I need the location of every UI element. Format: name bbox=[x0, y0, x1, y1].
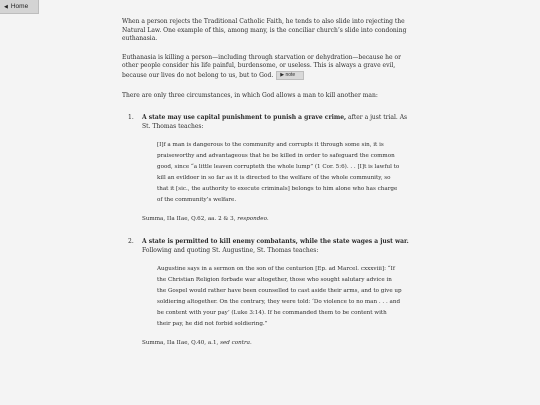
home-label: Home bbox=[10, 3, 29, 10]
note-label: note bbox=[285, 71, 296, 78]
list-item bbox=[122, 238, 410, 348]
list-item-heading: A state may use capital punishment to punish a grave crime, bbox=[142, 114, 347, 122]
right-arrow-icon: ▶ bbox=[280, 71, 286, 78]
intro-paragraph-3: There are only three circumstances, in which God allows a man to kill another man: bbox=[122, 91, 378, 99]
block-quote: [I]f a man is dangerous to the community and corrupts it through some sin, it is praiseworthy and advantageous that he be killed in order to safeguard the common good, since “a little leaven corrupteth the whole lump” (1 Cor. 5:6). . . [I]t is lawful to kill an evildoer in so far as it is directed to the welfare of the whole community, so that it [sic., the authority to execute criminals] belongs to him alone who has charge of the community’s welfare. bbox=[157, 142, 400, 204]
intro-paragraph-2-text: Euthanasia is killing a person—including through starvation or dehydration—because he or other people consider his life painful, burdensome, or useless. This is always a grave evil, because our lives do not belong to us, but to God. bbox=[122, 53, 401, 79]
list-item-rest: Following and quoting St. Augustine, St. Thomas teaches: bbox=[142, 246, 319, 254]
left-arrow-icon: ◀ bbox=[4, 3, 8, 10]
list-number: 1. bbox=[128, 114, 134, 122]
list-item bbox=[122, 114, 410, 224]
intro-paragraph-2 bbox=[122, 54, 410, 81]
article-content bbox=[122, 18, 410, 348]
list-item-lead bbox=[142, 238, 410, 255]
list-number: 2. bbox=[128, 237, 134, 245]
block-quote: Augustine says in a sermon on the son of the centurion [Ep. ad Marcel. cxxxviii]: “If the Christian Religion forbade war altogether, those who sought salutary advice in the Gospel would rather have been counselled to cast aside their arms, and to give up soldiering altogether. On the contrary, they were told: ‘Do violence to no man . . . and be content with your pay’ (Luke 3:14). If he commanded them to be content with their pay, he did not forbid soldiering.” bbox=[157, 266, 402, 328]
citation bbox=[142, 339, 410, 348]
citation-main: Summa, IIa IIae, Q.62, aa. 2 & 3, bbox=[142, 216, 238, 223]
citation-main: Summa, IIa IIae, Q.40, a.1, bbox=[142, 340, 221, 347]
list-item-heading: A state is permitted to kill enemy combatants, while the state wages a just war. bbox=[142, 237, 409, 245]
citation bbox=[142, 215, 410, 224]
home-button[interactable] bbox=[0, 0, 39, 14]
citation-italic: respondeo. bbox=[237, 216, 269, 223]
intro-paragraph-1: When a person rejects the Traditional Catholic Faith, he tends to also slide into rejecting the Natural Law. One example of this, among many, is the conciliar church’s slide into condoning euthanasia. bbox=[122, 18, 407, 43]
list-item-rest: after a just trial. As St. Thomas teaches: bbox=[142, 114, 408, 130]
list-item-lead bbox=[142, 114, 410, 131]
note-button[interactable] bbox=[276, 71, 304, 80]
citation-italic: sed contra. bbox=[220, 340, 252, 347]
